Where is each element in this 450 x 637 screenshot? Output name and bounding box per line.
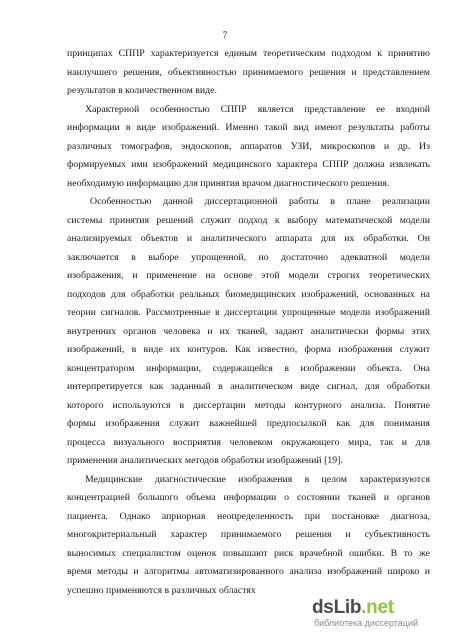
text-line: теории сигналов. Рассмотренные в диссертации упрощенные модели изображений <box>67 307 430 318</box>
text-line: многокритериальный характер принимаемого решения и субъективность <box>67 529 430 540</box>
text-line: подходов для обработки реальных биомедицинских изображений, основанных на <box>67 288 430 300</box>
text-line: информации в виде изображений. Именно такой вид имеют результаты работы <box>67 122 430 133</box>
text-line: концентрацией большого объема информации о состоянии тканей и органов <box>67 492 430 503</box>
watermark-brand-accent: .net <box>361 597 394 618</box>
document-body <box>67 45 430 600</box>
paragraph-first-line: Особенностью данной диссертационной работы в плане реализации <box>90 196 430 207</box>
text-line: пациента. Однако априорная неопределенность при постановке диагноза, <box>67 510 430 522</box>
text-line: концентратором информации, содержащейся в изображении объекта. Она <box>67 362 430 374</box>
paragraph-first-line: Характерной особенностью СППР является представление ее входной <box>85 103 430 115</box>
watermark-brand-main: dsLib <box>312 597 362 618</box>
text-line: внутренних органов человека и их тканей, задают аналитически формы этих <box>67 325 430 337</box>
text-line: необходимую информацию для принятия врачом диагностического решения. <box>67 177 390 189</box>
text-line: которого используются в диссертации методы контурного анализа. Понятие <box>67 399 430 411</box>
text-line: заключается в выборе упрощенной, но достаточно адекватной модели <box>67 251 430 263</box>
text-line: процесса визуального восприятия человеком окружающего мира, так и для <box>67 436 430 448</box>
text-line: анализируемых объектов и аналитического аппарата для их обработки. Он <box>67 233 430 244</box>
watermark-caption: библиотека диссертаций <box>314 618 419 628</box>
text-line: результатов в количественном виде. <box>67 85 217 96</box>
text-line: интерпретируется как заданный в аналитическом виде сигнал, для обработки <box>67 381 430 392</box>
text-line: наилучшего решения, объективностью принимаемого решения и представлением <box>67 66 430 78</box>
text-line: успешно применяются в различных областях <box>67 584 256 596</box>
text-line: принципах СППР характеризуется единым теоретическим подходом к принятию <box>67 48 430 59</box>
paragraph-first-line: Медицинские диагностические изображения в целом характеризуются <box>85 473 430 485</box>
text-line: изображения, и применение на основе этой модели строгих теоретических <box>67 270 430 281</box>
text-line: выносимых специалистом оценок повышают риск врачебной ошибки. В то же <box>67 547 430 559</box>
text-line: время методы и алгоритмы автоматизированного анализа изображений широко и <box>67 566 430 577</box>
text-line: изображений, в виде их контуров. Как известно, форма изображения служит <box>67 344 430 355</box>
watermark-logo <box>312 595 440 631</box>
text-line: формы изображения служит важнейшей предпосылкой как для понимания <box>67 418 430 429</box>
text-line: формируемых ими изображений медицинского характера СППР должна извлекать <box>67 159 430 170</box>
watermark-brand <box>312 597 394 619</box>
text-line: системы принятия решений служит подход к выбору математической модели <box>67 214 430 226</box>
text-line: различных томографов, эндоскопов, аппаратов УЗИ, микроскопов и др. Из <box>67 140 430 152</box>
text-line: применения аналитических методов обработки изображений [19]. <box>67 455 343 466</box>
page-number: 7 <box>222 31 228 41</box>
